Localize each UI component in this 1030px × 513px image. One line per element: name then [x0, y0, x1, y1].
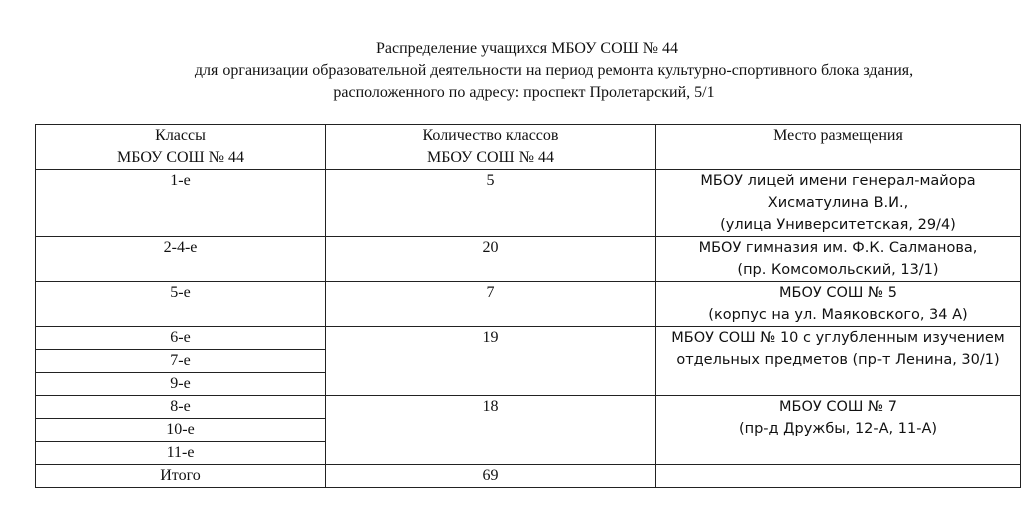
- cell-classes: 1-е: [36, 170, 326, 237]
- cell-placement: МБОУ СОШ № 7 (пр-д Дружбы, 12-А, 11-А): [656, 396, 1021, 465]
- header-placement: Место размещения: [656, 125, 1021, 170]
- table-row: [36, 170, 1021, 237]
- cell-classes: 8-е: [36, 396, 326, 419]
- header-class-count: Количество классов МБОУ СОШ № 44: [326, 125, 656, 170]
- cell-classes: 10-е: [36, 419, 326, 442]
- table-row: [36, 396, 1021, 419]
- cell-count: 7: [326, 282, 656, 327]
- cell-classes: 5-е: [36, 282, 326, 327]
- total-label: Итого: [36, 465, 326, 488]
- cell-classes: 7-е: [36, 350, 326, 373]
- header-classes: Классы МБОУ СОШ № 44: [36, 125, 326, 170]
- cell-count: 20: [326, 237, 656, 282]
- title-line-2: для организации образовательной деятельности на период ремонта культурно-спортивного блока здания,: [194, 62, 914, 79]
- cell-count: 5: [326, 170, 656, 237]
- cell-count: 19: [326, 327, 656, 396]
- table-row: [36, 282, 1021, 327]
- cell-placement: МБОУ лицей имени генерал-майора Хисматулина В.И., (улица Университетская, 29/4): [656, 170, 1021, 237]
- cell-count: 18: [326, 396, 656, 465]
- title-line-3: расположенного по адресу: проспект Пролетарский, 5/1: [333, 84, 715, 101]
- cell-placement: МБОУ СОШ № 10 с углубленным изучением отдельных предметов (пр-т Ленина, 30/1): [656, 327, 1021, 396]
- cell-placement: МБОУ СОШ № 5 (корпус на ул. Маяковского, 34 А): [656, 282, 1021, 327]
- distribution-table: [35, 124, 1021, 488]
- document-heading: [0, 38, 1030, 104]
- cell-classes: 2-4-е: [36, 237, 326, 282]
- title-line-1: Распределение учащихся МБОУ СОШ № 44: [375, 40, 679, 57]
- table-row: [36, 327, 1021, 350]
- cell-classes: 11-е: [36, 442, 326, 465]
- cell-classes: 6-е: [36, 327, 326, 350]
- total-count: 69: [326, 465, 656, 488]
- total-placement: [656, 465, 1021, 488]
- cell-classes: 9-е: [36, 373, 326, 396]
- cell-placement: МБОУ гимназия им. Ф.К. Салманова, (пр. Комсомольский, 13/1): [656, 237, 1021, 282]
- table-row: [36, 237, 1021, 282]
- total-row: [36, 465, 1021, 488]
- table-header-row: [36, 125, 1021, 170]
